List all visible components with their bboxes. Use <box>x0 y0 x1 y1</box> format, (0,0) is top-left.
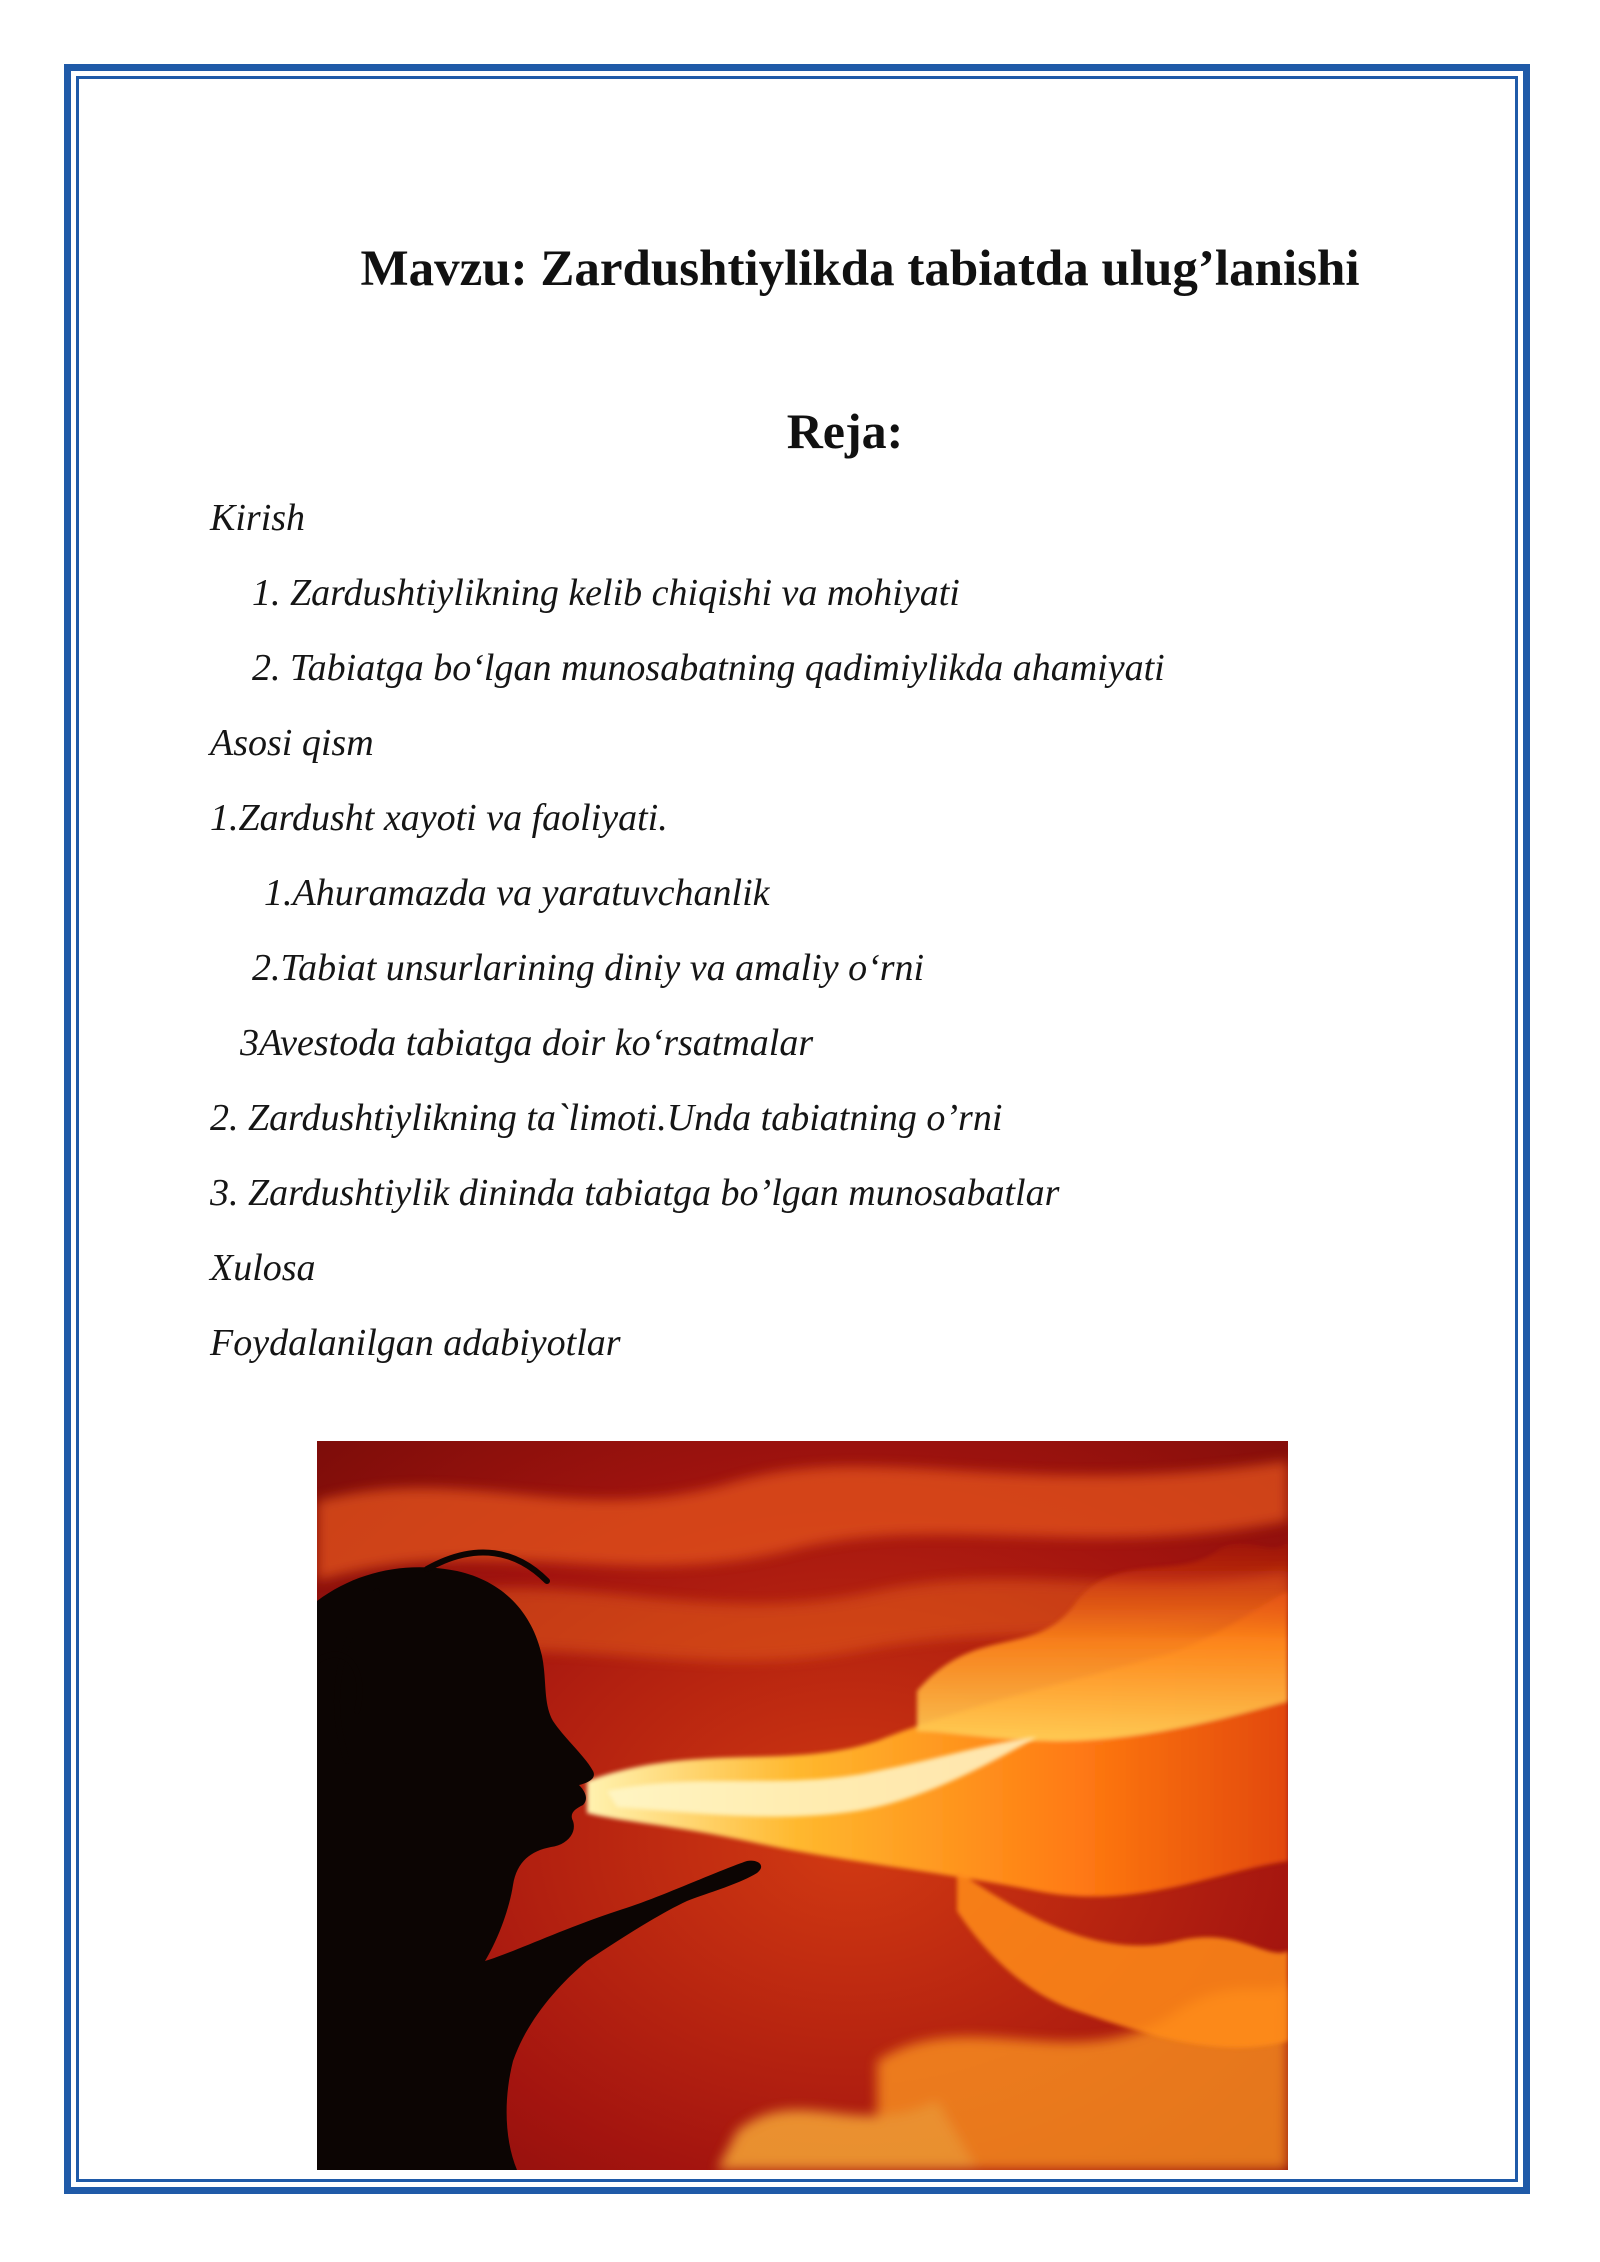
plan-item-main-2: 2. Zardushtiylikning ta`limoti.Unda tabiatning o’rni <box>210 1097 1003 1139</box>
plan-item-intro-2: 2. Tabiatga bo‘lgan munosabatning qadimiylikda ahamiyati <box>252 647 1165 689</box>
plan-item-main-1: 1.Zardusht xayoti va faoliyati. <box>210 797 668 839</box>
plan-item-main-3: 3. Zardushtiylik dininda tabiatga bo’lgan munosabatlar <box>210 1172 1060 1214</box>
plan-item-main: Asosi qism <box>210 722 374 764</box>
fire-silhouette-image <box>317 1441 1288 2170</box>
document-title: Mavzu: Zardushtiylikda tabiatda ulug’lanishi <box>360 241 1360 297</box>
plan-item-main-1-2: 2.Tabiat unsurlarining diniy va amaliy o‘rni <box>252 947 925 989</box>
plan-heading: Reja: <box>786 403 904 459</box>
plan-item-intro-1: 1. Zardushtiylikning kelib chiqishi va mohiyati <box>252 572 960 614</box>
plan-item-main-1-1: 1.Ahuramazda va yaratuvchanlik <box>264 872 770 914</box>
plan-item-intro: Kirish <box>210 497 306 539</box>
plan-item-conclusion: Xulosa <box>210 1247 316 1289</box>
plan-item-main-1-3: 3Avestoda tabiatga doir ko‘rsatmalar <box>240 1022 814 1064</box>
plan-item-references: Foydalanilgan adabiyotlar <box>210 1322 621 1364</box>
